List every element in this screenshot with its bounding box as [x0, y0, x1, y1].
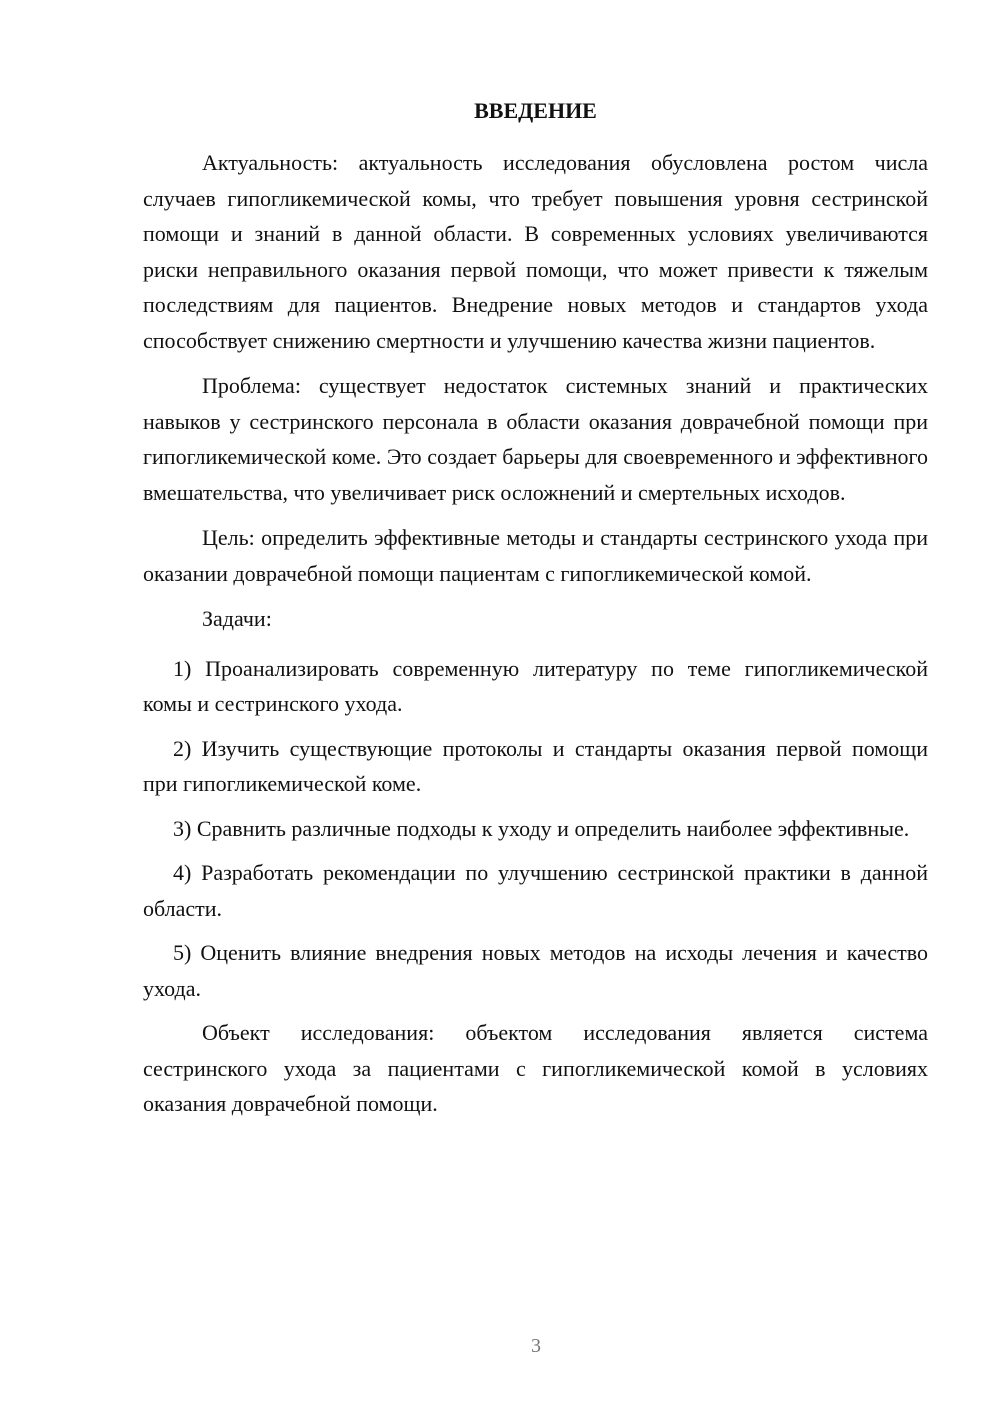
tasks-title: Задачи: [202, 606, 272, 631]
task-item: 5) Оценить влияние внедрения новых методов на исходы лечения и качество ухода. [143, 940, 928, 1001]
relevance-paragraph: Актуальность: актуальность исследования обусловлена ростом числа случаев гипогликемической комы, что требует повышения уровня сестринской помощи и знаний в данной области. В современных условиях увеличиваются риски неправильного оказания первой помощи, что может привести к тяжелым последствиям для пациентов. Внедрение новых методов и стандартов ухода способствует снижению смертности и улучшению качества жизни пациентов. [143, 150, 928, 353]
page-content [143, 97, 928, 1132]
task-item: 2) Изучить существующие протоколы и стандарты оказания первой помощи при гипогликемической коме. [143, 735, 928, 796]
task-item: 1) Проанализировать современную литературу по теме гипогликемической комы и сестринского ухода. [143, 655, 928, 716]
task-item: 3) Сравнить различные подходы к уходу и определить наиболее эффективные. [173, 815, 910, 841]
problem-paragraph: Проблема: существует недостаток системных знаний и практических навыков у сестринского персонала в области оказания доврачебной помощи при гипогликемической коме. Это создает барьеры для своевременного и эффективного вмешательства, что увеличивает риск осложнений и смертельных исходов. [143, 373, 928, 505]
goal-paragraph: Цель: определить эффективные методы и стандарты сестринского ухода при оказании доврачебной помощи пациентам с гипогликемической комой. [143, 525, 928, 586]
section-heading: ВВЕДЕНИЕ [474, 98, 597, 123]
task-item: 4) Разработать рекомендации по улучшению сестринской практики в данной области. [143, 860, 928, 921]
page-number: 3 [531, 1335, 541, 1357]
object-paragraph: Объект исследования: объектом исследования является система сестринского ухода за пациентами с гипогликемической комой в условиях оказания доврачебной помощи. [143, 1020, 928, 1116]
